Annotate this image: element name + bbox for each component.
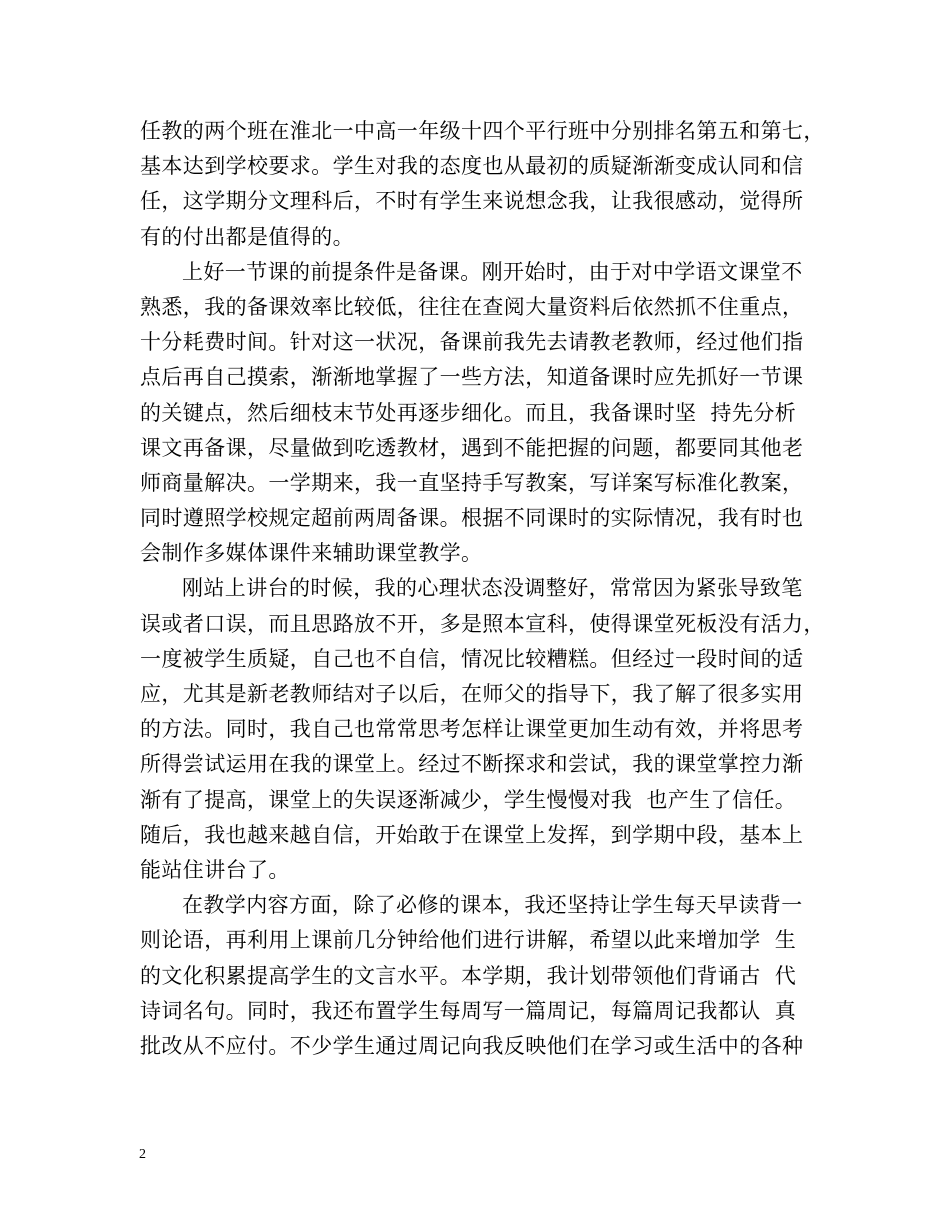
text-line: 应，尤其是新老教师结对子以后，在师父的指导下，我了解了很多实用 <box>140 682 804 706</box>
text-line: 点后再自己摸索，渐渐地掌握了一些方法，知道备课时应先抓好一节课 <box>140 365 804 390</box>
paragraph-first-line: 上好一节课的前提条件是备课。刚开始时，由于对中学语文课堂不 <box>182 259 803 284</box>
text-line: 则论语，再利用上课前几分钟给他们进行讲解，希望以此来增加学 生 <box>140 928 797 953</box>
text-line: 诗词名句。同时，我还布置学生每周写一篇周记，每篇周记我都认 真 <box>140 998 797 1023</box>
text-line: 同时遵照学校规定超前两周备课。根据不同课时的实际情况，我有时也 <box>140 506 804 531</box>
text-line: 师商量解决。一学期来，我一直坚持手写教案，写详案写标准化教案， <box>140 470 804 495</box>
text-line: 误或者口误，而且思路放不开，多是照本宣科，使得课堂死板没有活力， <box>140 611 825 636</box>
text-line: 会制作多媒体课件来辅助课堂教学。 <box>140 541 483 566</box>
paragraph-first-line: 在教学内容方面，除了必修的课本，我还坚持让学生每天早读背一 <box>182 893 803 918</box>
text-line: 熟悉，我的备课效率比较低，往往在查阅大量资料后依然抓不住重点， <box>140 294 804 319</box>
text-line: 的文化积累提高学生的文言水平。本学期，我计划带领他们背诵古 代 <box>140 963 797 988</box>
page-number: 2 <box>139 1147 146 1162</box>
text-line: 任，这学期分文理科后，不时有学生来说想念我，让我很感动，觉得所 <box>140 189 804 214</box>
text-line: 所得尝试运用在我的课堂上。经过不断探求和尝试，我的课堂掌控力渐 <box>140 752 804 777</box>
text-line: 批改从不应付。不少学生通过周记向我反映他们在学习或生活中的各种 <box>140 1033 804 1058</box>
text-line: 十分耗费时间。针对这一状况，备课前我先去请教老教师，经过他们指 <box>140 330 804 355</box>
text-line: 一度被学生质疑，自己也不自信，情况比较糟糕。但经过一段时间的适 <box>140 646 804 671</box>
paragraph-first-line: 刚站上讲台的时候，我的心理状态没调整好，常常因为紧张导致笔 <box>182 576 803 601</box>
text-line: 的方法。同时，我自己也常常思考怎样让课堂更加生动有效，并将思考 <box>140 717 804 742</box>
body-text <box>140 114 825 1064</box>
text-line: 基本达到学校要求。学生对我的态度也从最初的质疑渐渐变成认同和信 <box>140 154 804 179</box>
text-line: 的关键点，然后细枝末节处再逐步细化。而且，我备课时坚 持先分析 <box>140 400 797 425</box>
text-line: 有的付出都是值得的。 <box>140 224 354 249</box>
text-line: 随后，我也越来越自信，开始敢于在课堂上发挥，到学期中段，基本上 <box>140 822 804 847</box>
text-line: 渐有了提高，课堂上的失误逐渐减少，学生慢慢对我 也产生了信任。 <box>140 787 797 812</box>
text-line: 任教的两个班在淮北一中高一年级十四个平行班中分别排名第五和第七， <box>140 119 825 143</box>
text-line: 课文再备课，尽量做到吃透教材，遇到不能把握的问题，都要同其他老 <box>140 435 804 460</box>
text-line: 能站住讲台了。 <box>140 857 290 882</box>
